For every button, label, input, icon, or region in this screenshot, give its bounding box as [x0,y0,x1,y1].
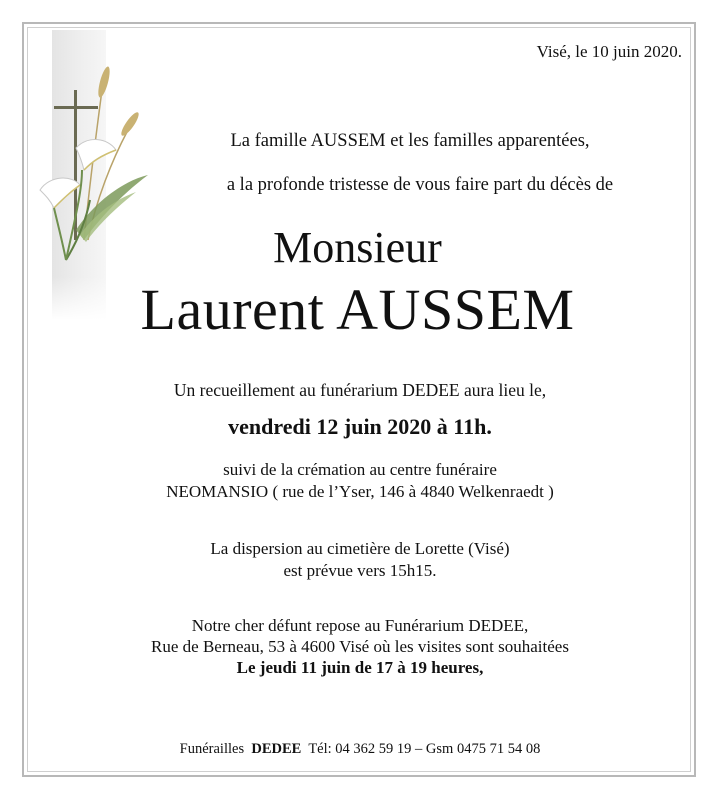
crematorium-address: NEOMANSIO ( rue de l’Yser, 146 à 4840 Welkenraedt ) [166,482,554,501]
dispersion-line: La dispersion au cimetière de Lorette (Visé) [210,539,510,558]
deceased-name: Laurent AUSSEM [140,277,575,342]
deceased-title: Monsieur [273,223,442,272]
repose-line: Notre cher défunt repose au Funérarium DEDEE, [191,616,529,635]
footer-contact [0,741,720,758]
date-location-line: Visé, le 10 juin 2020. [536,42,682,61]
announcement-sentence: a la profonde tristesse de vous faire part du décès de [226,175,614,195]
footer-phone: Tél: 04 362 59 19 – Gsm 0475 71 54 08 [308,741,541,757]
cremation-line: suivi de la crémation au centre funéraire [223,460,497,479]
family-announcement-line: La famille AUSSEM et les familles apparentées, [230,131,590,151]
footer-company: DEDEE [251,741,302,757]
footer-prefix: Funérailles [179,741,245,757]
visit-schedule: Le jeudi 11 juin de 17 à 19 heures, [236,658,484,677]
funeral-home-address: Rue de Berneau, 53 à 4600 Visé où les visites sont souhaitées [151,637,569,656]
ceremony-date: vendredi 12 juin 2020 à 11h. [228,414,492,439]
ceremony-intro: Un recueillement au funérarium DEDEE aura lieu le, [173,380,547,400]
dispersion-time: est prévue vers 15h15. [283,561,437,580]
